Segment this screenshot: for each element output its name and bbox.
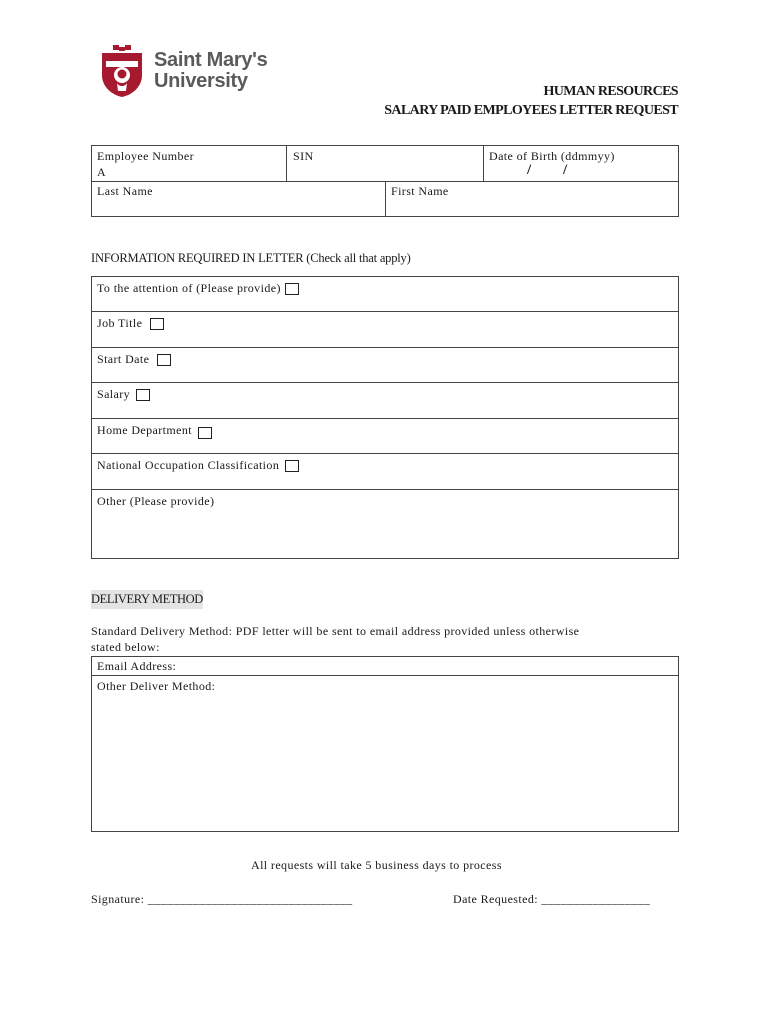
info-row-salary[interactable] [91,383,679,419]
header-subtitle: SALARY PAID EMPLOYEES LETTER REQUEST [384,103,678,118]
delivery-heading: DELIVERY METHOD [91,590,203,609]
signature-line[interactable]: Signature: ________________________________ [91,892,353,906]
email-address-label: Email Address: [97,659,177,673]
other-delivery-label: Other Deliver Method: [97,679,216,693]
salary-checkbox[interactable] [136,389,150,401]
last-name-label: Last Name [97,184,153,198]
employee-number-label: Employee Number [97,149,194,163]
start-date-checkbox[interactable] [157,354,171,366]
info-row-job-title[interactable] [91,312,679,348]
dob-separator: / [527,162,532,178]
dob-separator: / [563,162,568,178]
info-label: Salary [97,387,131,401]
attention-checkbox[interactable] [285,283,299,295]
logo-line2: University [154,70,248,92]
other-delivery-field[interactable] [91,675,679,832]
sin-label: SIN [293,149,314,163]
employee-number-suffix: A [97,165,107,179]
email-address-field[interactable] [91,656,679,676]
sin-field[interactable] [286,145,484,182]
info-label: Other (Please provide) [97,494,215,508]
info-row-attention[interactable] [91,276,679,312]
saint-marys-crest-icon [100,45,144,97]
delivery-description: Standard Delivery Method: PDF letter will be sent to email address provided unless otherwise [91,624,580,638]
info-row-home-department[interactable] [91,419,679,454]
dob-label: Date of Birth (ddmmyy) [489,149,615,163]
info-label: Home Department [97,423,192,437]
info-label: To the attention of (Please provide) [97,281,281,295]
university-logo [100,44,267,98]
date-requested-line[interactable]: Date Requested: _________________ [453,892,651,906]
noc-checkbox[interactable] [285,460,299,472]
info-row-noc[interactable] [91,454,679,490]
info-label: National Occupation Classification [97,458,280,472]
info-label: Start Date [97,352,150,366]
info-heading: INFORMATION REQUIRED IN LETTER (Check all that apply) [91,251,411,265]
home-department-checkbox[interactable] [198,427,212,439]
header-title: HUMAN RESOURCES [543,84,678,99]
processing-notice: All requests will take 5 business days to process [251,858,502,872]
info-row-other[interactable] [91,490,679,559]
job-title-checkbox[interactable] [150,318,164,330]
info-row-start-date[interactable] [91,348,679,383]
first-name-field[interactable] [385,181,386,217]
info-label: Job Title [97,316,143,330]
delivery-description-cont: stated below: [91,640,160,654]
logo-line1: Saint Mary's [154,49,268,71]
first-name-label: First Name [391,184,449,198]
